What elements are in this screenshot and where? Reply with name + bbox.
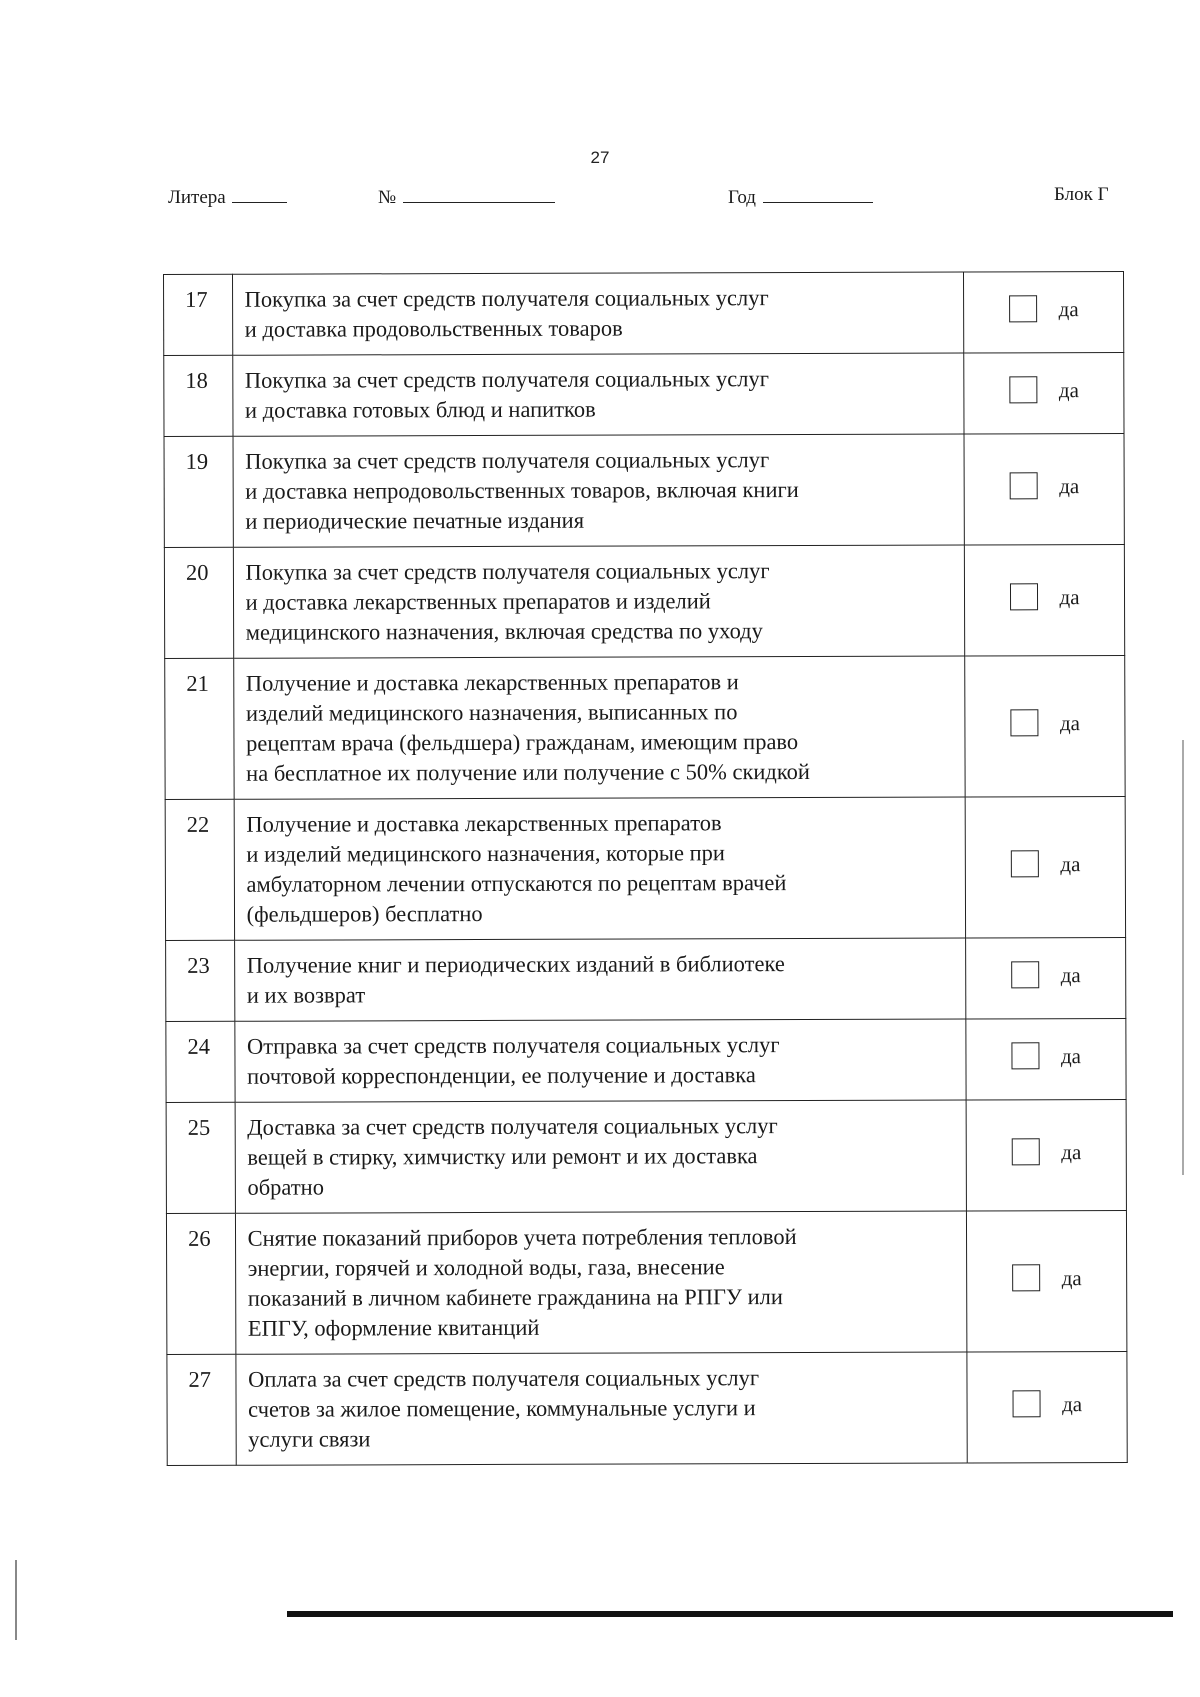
service-row <box>164 271 1124 355</box>
service-description-line: Доставка за счет средств получателя социальных услуг <box>247 1113 778 1140</box>
scan-edge-mark-right <box>1182 740 1184 1175</box>
yes-checkbox[interactable] <box>1012 1391 1040 1418</box>
service-description-line: амбулаторном лечении отпускаются по рецептам врачей <box>246 870 787 897</box>
yes-option[interactable] <box>1012 1389 1082 1419</box>
service-description-line: Оплата за счет средств получателя социальных услуг <box>248 1365 760 1392</box>
service-description-line: и их возврат <box>246 982 366 1008</box>
service-option-cell <box>964 544 1124 656</box>
service-description <box>233 434 965 547</box>
service-option-cell <box>965 796 1125 938</box>
litera-field <box>168 184 287 209</box>
service-description-line: почтовой корреспонденции, ее получение и доставка <box>247 1062 756 1089</box>
number-blank-line <box>403 184 555 203</box>
service-number: 20 <box>164 547 233 658</box>
service-description-line: Отправка за счет средств получателя социальных услуг <box>246 1032 780 1059</box>
service-description-line: медицинского назначения, включая средства по уходу <box>245 618 763 645</box>
service-description <box>234 938 966 1021</box>
service-description-line: рецептам врача (фельдшера) гражданам, имеющим право <box>246 729 799 756</box>
service-description-line: обратно <box>247 1174 324 1200</box>
year-blank-line <box>763 184 873 203</box>
service-number: 24 <box>166 1021 235 1102</box>
service-description-line: показаний в личном кабинете гражданина на РПГУ или <box>247 1284 783 1311</box>
service-description <box>233 545 965 658</box>
service-row <box>166 1099 1126 1213</box>
service-description-line: и доставка непродовольственных товаров, включая книги <box>245 477 799 504</box>
yes-label: да <box>1058 296 1079 321</box>
yes-label: да <box>1061 1265 1082 1290</box>
service-number: 19 <box>164 436 233 547</box>
service-description-line: и изделий медицинского назначения, которые при <box>246 840 725 867</box>
service-description <box>232 272 964 355</box>
yes-label: да <box>1060 1043 1082 1068</box>
service-description-line: счетов за жилое помещение, коммунальные услуги и <box>248 1395 756 1422</box>
yes-checkbox[interactable] <box>1012 1265 1040 1292</box>
yes-option[interactable] <box>1009 471 1079 501</box>
services-table-body <box>164 271 1128 1465</box>
service-description <box>234 1019 966 1102</box>
service-option-cell <box>964 352 1124 434</box>
service-description-line: Покупка за счет средств получателя социальных услуг <box>245 558 770 585</box>
yes-option[interactable] <box>1009 294 1079 324</box>
block-label: Блок Г <box>1054 184 1109 205</box>
services-table <box>163 271 1128 1466</box>
litera-label: Литера <box>168 187 226 208</box>
service-number: 18 <box>164 355 233 436</box>
service-row <box>166 1018 1126 1102</box>
yes-option[interactable] <box>1010 708 1080 738</box>
yes-option[interactable] <box>1010 849 1080 879</box>
service-row <box>164 352 1124 436</box>
service-row <box>165 655 1125 799</box>
yes-checkbox[interactable] <box>1010 851 1038 878</box>
yes-option[interactable] <box>1011 960 1081 990</box>
service-description <box>235 1211 967 1354</box>
service-description-line: Получение и доставка лекарственных препаратов и <box>245 669 739 696</box>
yes-label: да <box>1060 851 1081 876</box>
service-description-line: Покупка за счет средств получателя социальных услуг <box>244 285 769 312</box>
yes-checkbox[interactable] <box>1009 584 1037 611</box>
service-description-line: и доставка лекарственных препаратов и изделий <box>245 588 711 615</box>
service-option-cell <box>964 433 1124 545</box>
yes-option[interactable] <box>1009 582 1079 612</box>
year-label: Год <box>728 187 756 208</box>
yes-label: да <box>1061 1139 1082 1164</box>
year-field <box>728 184 873 209</box>
number-label: № <box>378 187 397 208</box>
service-description-line: энергии, горячей и холодной воды, газа, внесение <box>247 1254 725 1281</box>
yes-checkbox[interactable] <box>1011 1043 1039 1070</box>
service-description <box>232 353 964 436</box>
yes-label: да <box>1059 473 1080 498</box>
service-description-line: Покупка за счет средств получателя социальных услуг <box>245 447 770 474</box>
service-description-line: (фельдшеров) бесплатно <box>246 900 483 927</box>
page-number: 27 <box>590 148 610 167</box>
service-option-cell <box>966 1018 1126 1100</box>
yes-checkbox[interactable] <box>1009 473 1037 500</box>
yes-label: да <box>1062 1391 1083 1416</box>
litera-blank-line <box>232 184 287 203</box>
service-description-line: изделий медицинского назначения, выписанных по <box>245 699 738 726</box>
service-description <box>235 1352 967 1465</box>
service-number: 27 <box>167 1354 236 1465</box>
service-number: 21 <box>165 658 234 799</box>
yes-label: да <box>1059 710 1080 735</box>
service-option-cell <box>966 1099 1126 1211</box>
yes-label: да <box>1059 584 1080 609</box>
service-description-line: и доставка готовых блюд и напитков <box>244 396 596 423</box>
service-option-cell <box>966 937 1126 1019</box>
service-number: 26 <box>166 1213 235 1354</box>
service-number: 23 <box>166 940 235 1021</box>
yes-label: да <box>1060 962 1081 987</box>
service-description-line: на бесплатное их получение или получение с 50% скидкой <box>246 758 810 786</box>
service-row <box>164 544 1124 658</box>
service-description <box>234 797 966 940</box>
number-field <box>378 184 555 209</box>
scan-edge-mark-left <box>15 1560 17 1640</box>
service-description-line: услуги связи <box>248 1426 371 1452</box>
yes-label: да <box>1058 377 1079 402</box>
service-row <box>165 796 1125 940</box>
bottom-rule <box>287 1611 1173 1617</box>
service-row <box>166 1210 1126 1354</box>
yes-checkbox[interactable] <box>1010 710 1038 737</box>
service-option-cell <box>964 271 1124 353</box>
service-option-cell <box>967 1351 1127 1463</box>
yes-checkbox[interactable] <box>1009 296 1037 323</box>
service-row <box>166 937 1126 1021</box>
service-number: 25 <box>166 1102 235 1213</box>
yes-option[interactable] <box>1009 375 1079 405</box>
service-description-line: и доставка продовольственных товаров <box>244 315 623 342</box>
yes-checkbox[interactable] <box>1009 377 1037 404</box>
yes-checkbox[interactable] <box>1011 1139 1039 1166</box>
service-description-line: ЕПГУ, оформление квитанций <box>247 1314 540 1341</box>
yes-checkbox[interactable] <box>1011 962 1039 989</box>
service-description-line: Снятие показаний приборов учета потребления тепловой <box>247 1224 797 1251</box>
yes-option[interactable] <box>1012 1263 1082 1293</box>
yes-option[interactable] <box>1011 1137 1081 1167</box>
service-description <box>235 1100 967 1213</box>
service-description-line: вещей в стирку, химчистку или ремонт и их доставка <box>247 1143 758 1170</box>
service-number: 17 <box>164 274 233 355</box>
service-description-line: Получение книг и периодических изданий в библиотеке <box>246 951 785 978</box>
service-description-line: Получение и доставка лекарственных препаратов <box>246 810 722 837</box>
service-number: 22 <box>165 799 234 940</box>
yes-option[interactable] <box>1011 1041 1081 1071</box>
service-option-cell <box>966 1210 1126 1352</box>
service-description-line: и периодические печатные издания <box>245 507 585 534</box>
service-row <box>164 433 1124 547</box>
service-description-line: Покупка за счет средств получателя социальных услуг <box>244 366 769 393</box>
service-row <box>167 1351 1127 1465</box>
service-description <box>233 656 965 799</box>
service-option-cell <box>965 655 1125 797</box>
